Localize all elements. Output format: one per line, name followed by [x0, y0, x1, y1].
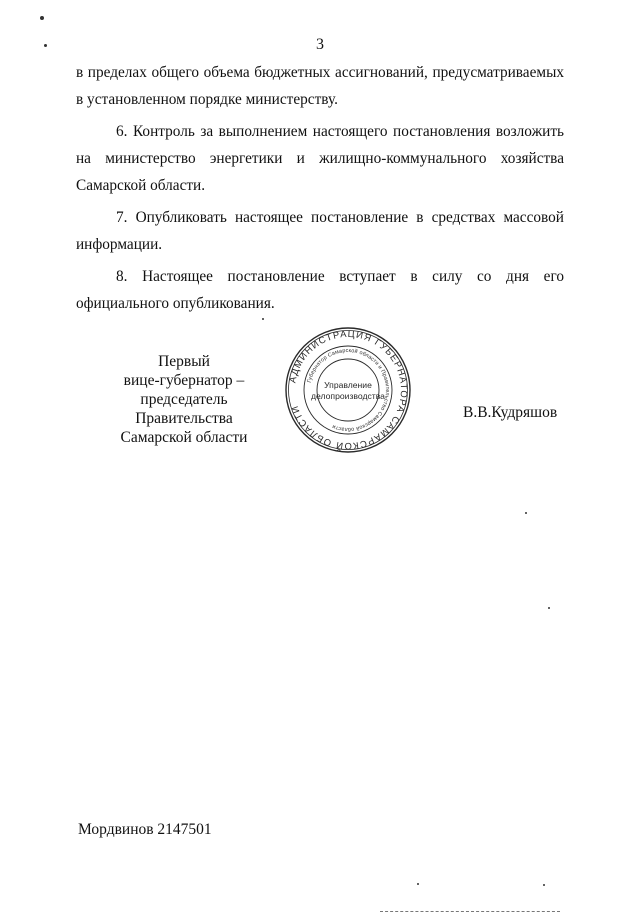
scan-edge-line	[380, 911, 560, 913]
scan-speck	[262, 318, 264, 320]
scan-speck	[40, 16, 44, 20]
signatory-title-line: Первый	[158, 353, 210, 370]
paragraph-item-7: 7. Опубликовать настоящее постановление в средствах массовой информации.	[76, 209, 564, 253]
stamp-seal	[284, 326, 412, 454]
stamp-outer-text: АДМИНИСТРАЦИЯ ГУБЕРНАТОРА САМАРСКОЙ ОБЛАСТИ	[286, 327, 411, 453]
stamp-inner-text: Губернатор Самарской области и Правительство Самарской области	[306, 347, 391, 433]
signatory-title-line: вице-губернатор –	[123, 372, 245, 389]
scan-speck	[44, 44, 47, 47]
scan-speck	[548, 607, 550, 609]
paragraph-item-8: 8. Настоящее постановление вступает в силу со дня его официального опубликования.	[76, 268, 564, 312]
paragraph-continuation: в пределах общего объема бюджетных ассигнований, предусматриваемых в установленном порядке министерству.	[76, 64, 564, 108]
signatory-title-line: Самарской области	[120, 429, 248, 446]
signatory-name: В.В.Кудряшов	[463, 404, 558, 421]
document-body	[76, 59, 564, 322]
scan-speck	[525, 512, 527, 514]
paragraph-item-6: 6. Контроль за выполнением настоящего постановления возложить на министерство энергетики и жилищно-коммунального хозяйства Самарской области.	[76, 123, 564, 194]
scan-speck	[543, 884, 545, 886]
author-line: Мордвинов 2147501	[78, 821, 212, 838]
stamp-center-line: делопроизводства	[311, 391, 385, 401]
signatory-title-line: председатель Правительства	[135, 391, 233, 427]
stamp-center-line: Управление	[324, 380, 372, 390]
page-number: 3	[316, 36, 324, 53]
signatory-title	[96, 352, 272, 447]
scan-speck	[417, 883, 419, 885]
official-stamp	[284, 326, 412, 454]
